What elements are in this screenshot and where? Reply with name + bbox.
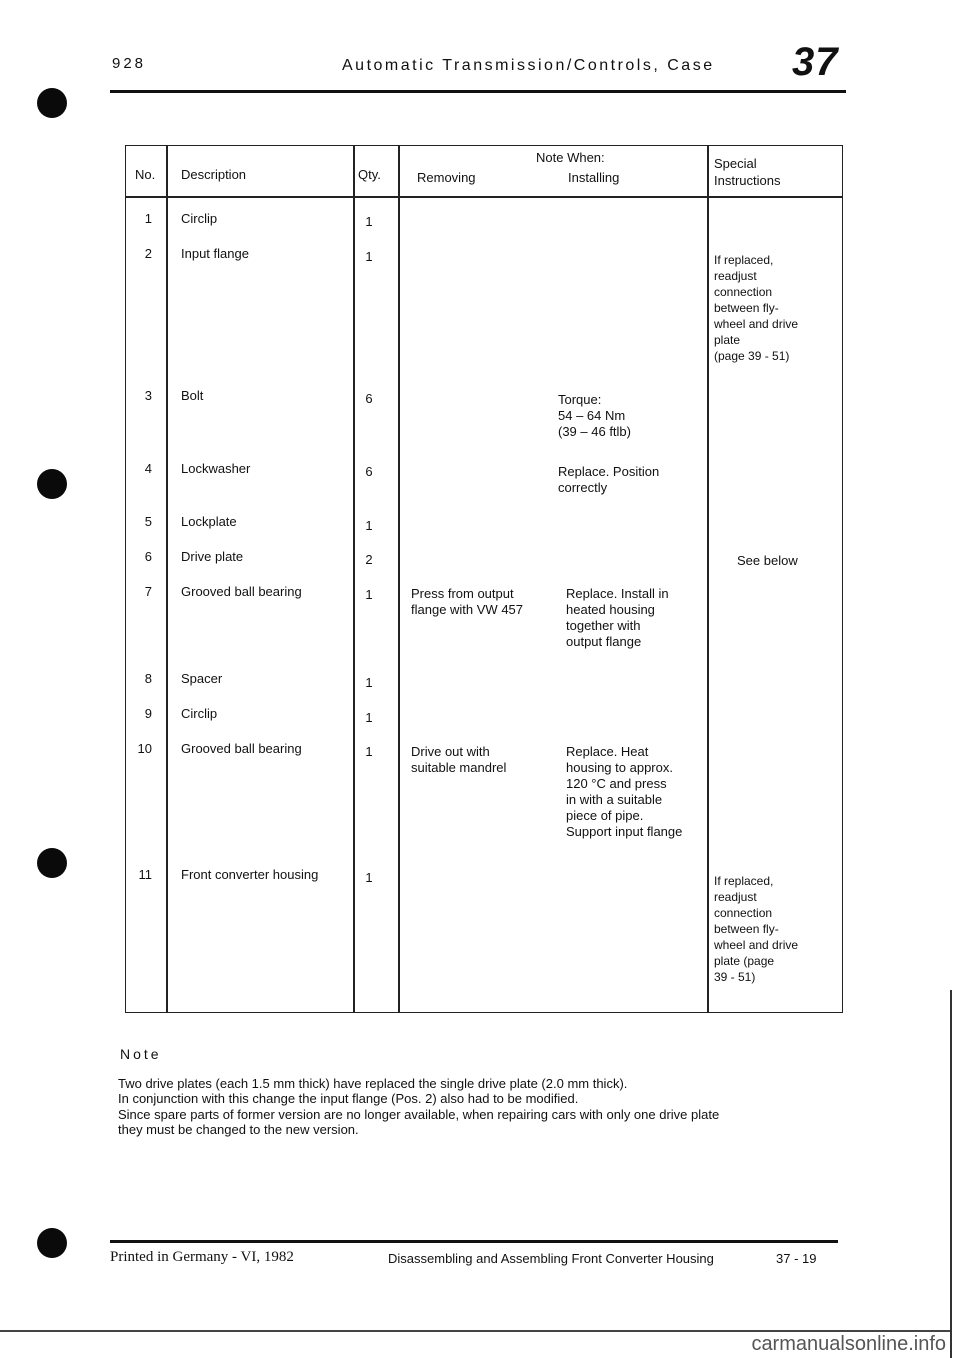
row-qty: 1 <box>365 744 373 759</box>
row-description: Spacer <box>181 671 223 686</box>
row-no: 4 <box>144 461 152 476</box>
row-qty: 2 <box>365 552 373 567</box>
table-divider <box>707 145 709 1013</box>
punch-hole <box>37 848 67 878</box>
row-removing: Press from output flange with VW 457 <box>411 586 524 617</box>
footer-section: Disassembling and Assembling Front Converter Housing <box>388 1251 714 1266</box>
punch-hole <box>37 88 67 118</box>
row-installing: Replace. Install in heated housing together with output flange <box>566 586 669 649</box>
note-line: In conjunction with this change the input flange (Pos. 2) also had to be modified. <box>118 1091 579 1106</box>
punch-hole <box>37 469 67 499</box>
row-description: Lockwasher <box>181 461 251 476</box>
note-line: Since spare parts of former version are no longer available, when repairing cars with only one drive plate <box>118 1107 720 1122</box>
row-qty: 1 <box>365 249 373 264</box>
row-special: See below <box>737 553 798 568</box>
row-no: 9 <box>144 706 152 721</box>
row-description: Grooved ball bearing <box>181 741 302 756</box>
row-special: If replaced, readjust connection between fly- wheel and drive plate (page 39 - 51) <box>714 874 799 984</box>
row-description: Lockplate <box>181 514 237 529</box>
row-no: 11 <box>138 867 152 882</box>
row-description: Grooved ball bearing <box>181 584 302 599</box>
header-installing: Installing <box>568 170 620 185</box>
row-installing: Replace. Heat housing to approx. 120 °C and press in with a suitable piece of pipe. Support input flange <box>566 744 683 839</box>
page-edge <box>950 990 952 1358</box>
table-header-rule <box>125 196 843 198</box>
row-description: Front converter housing <box>181 867 319 882</box>
row-removing: Drive out with suitable mandrel <box>411 744 507 775</box>
row-installing: Replace. Position correctly <box>558 464 660 495</box>
row-no: 8 <box>144 671 152 686</box>
table-divider <box>166 145 168 1013</box>
row-description: Circlip <box>181 706 218 721</box>
watermark: carmanualsonline.info <box>751 1333 946 1355</box>
row-description: Bolt <box>181 388 204 403</box>
row-no: 5 <box>144 514 152 529</box>
group-number: 37 <box>792 40 839 84</box>
header-special-instructions: Special Instructions <box>714 156 781 188</box>
model-number: 928 <box>112 55 147 72</box>
row-qty: 1 <box>365 675 373 690</box>
row-no: 10 <box>137 741 152 756</box>
row-no: 2 <box>144 246 152 261</box>
row-qty: 1 <box>365 587 373 602</box>
table-divider <box>398 145 400 1013</box>
row-no: 3 <box>144 388 152 403</box>
page-title: Automatic Transmission/Controls, Case <box>342 57 715 74</box>
table-divider <box>353 145 355 1013</box>
row-qty: 1 <box>365 870 373 885</box>
row-no: 1 <box>144 211 152 226</box>
row-qty: 1 <box>365 214 373 229</box>
row-no: 7 <box>144 584 152 599</box>
row-special: If replaced, readjust connection between fly- wheel and drive plate (page 39 - 51) <box>714 253 799 363</box>
row-qty: 6 <box>365 464 373 479</box>
page-edge <box>0 1330 950 1332</box>
note-heading: Note <box>120 1046 162 1062</box>
header-removing: Removing <box>417 170 476 185</box>
note-line: they must be changed to the new version. <box>118 1122 359 1137</box>
header-note-when: Note When: <box>536 150 605 165</box>
footer-printed: Printed in Germany - VI, 1982 <box>110 1249 294 1265</box>
row-qty: 6 <box>365 391 373 406</box>
punch-hole <box>37 1228 67 1258</box>
header-no: No. <box>135 167 156 182</box>
row-installing: Torque: 54 – 64 Nm (39 – 46 ftlb) <box>558 392 631 439</box>
row-description: Input flange <box>181 246 249 261</box>
header-description: Description <box>181 167 247 182</box>
note-line: Two drive plates (each 1.5 mm thick) have replaced the single drive plate (2.0 mm thick). <box>118 1076 628 1091</box>
header-qty: Qty. <box>358 167 381 182</box>
row-qty: 1 <box>365 518 373 533</box>
header-rule <box>110 90 846 93</box>
footer-page-number: 37 - 19 <box>776 1251 817 1266</box>
row-description: Drive plate <box>181 549 244 564</box>
row-description: Circlip <box>181 211 218 226</box>
row-no: 6 <box>144 549 152 564</box>
footer-rule <box>110 1240 838 1243</box>
row-qty: 1 <box>365 710 373 725</box>
